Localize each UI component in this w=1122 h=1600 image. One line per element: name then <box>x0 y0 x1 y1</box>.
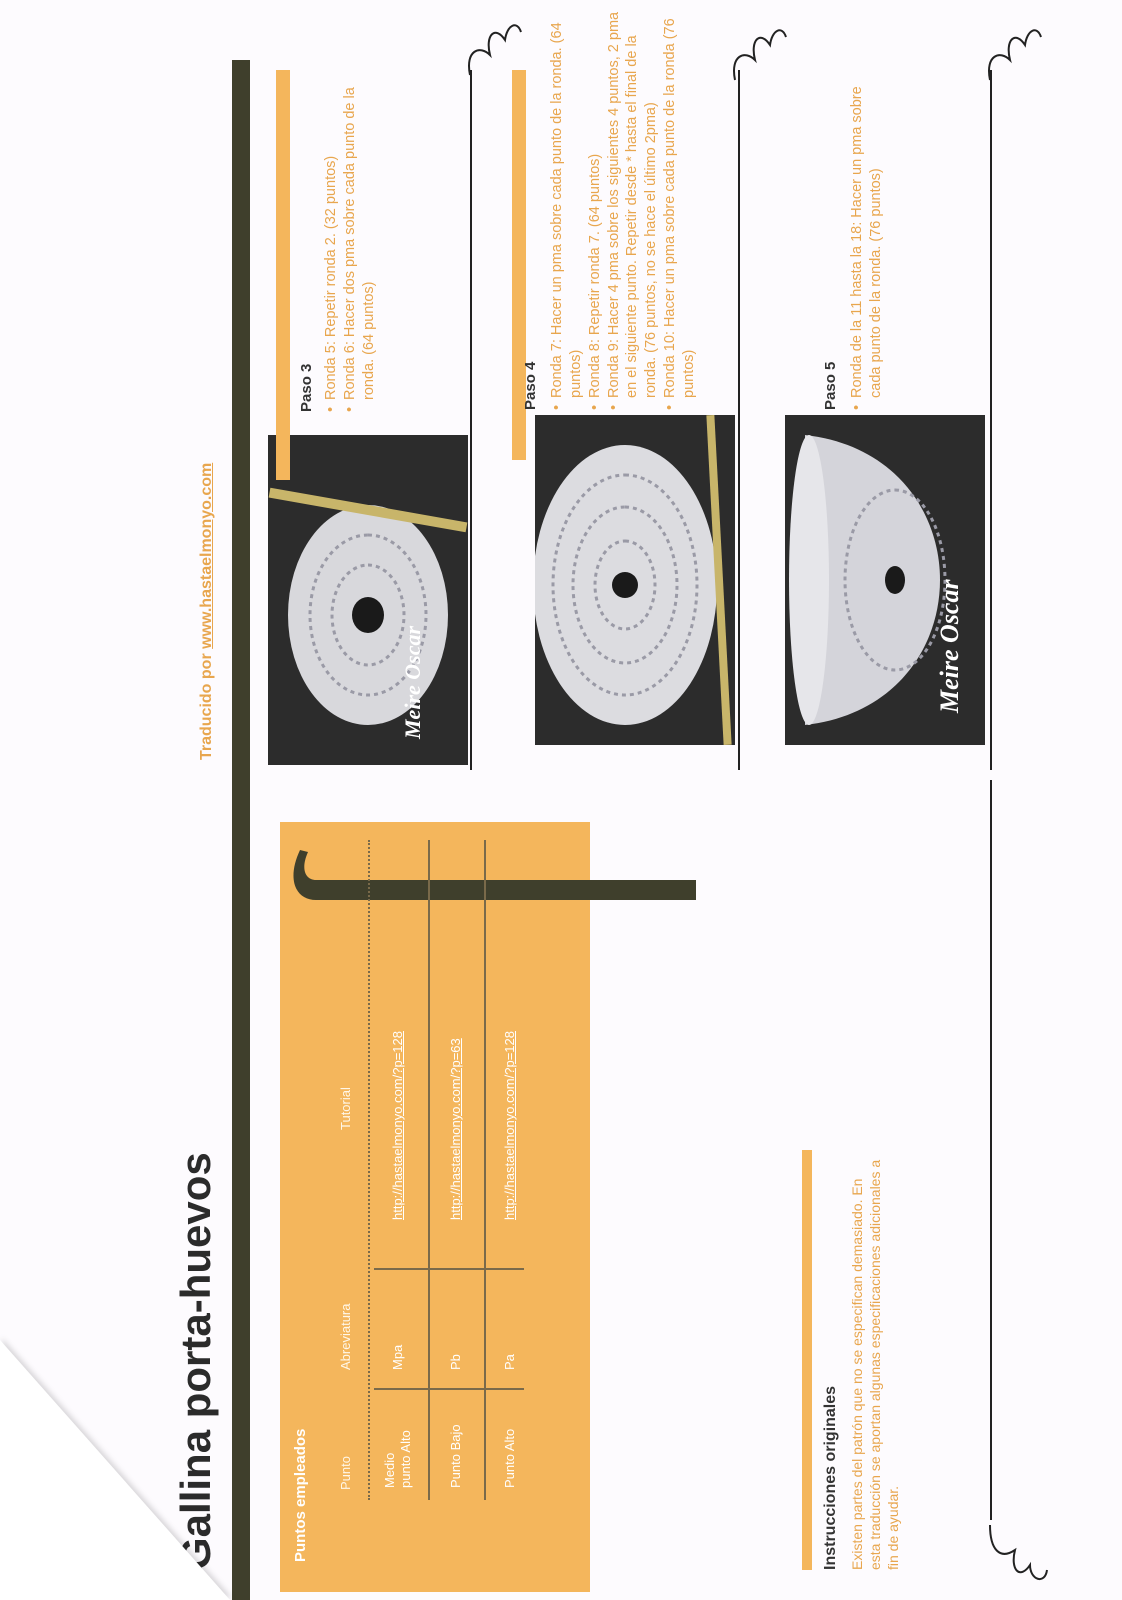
hand-drawn-squiggle-icon <box>720 15 790 85</box>
decorative-rule <box>470 70 472 770</box>
decorative-rule <box>738 70 740 770</box>
col-divider <box>374 1268 524 1270</box>
header-divider <box>368 840 370 1500</box>
stitches-panel <box>280 822 590 1592</box>
credit-prefix: Traducido por <box>198 653 215 760</box>
col-header-abreviatura: Abreviatura <box>338 1303 353 1370</box>
row1-punto <box>382 1430 413 1488</box>
step3-item: • Ronda 6: Hacer dos pma sobre cada punto de la ronda. (64 puntos) <box>341 52 379 412</box>
photo-watermark: Meire Oscar <box>935 579 964 713</box>
row2-abbr: Pb <box>448 1354 463 1370</box>
step5-list <box>848 70 886 410</box>
crochet-disc-medium-image <box>535 415 735 745</box>
row1-punto-line1: Medio <box>382 1452 397 1488</box>
col-divider <box>374 1388 524 1390</box>
row2-punto: Punto Bajo <box>448 1424 463 1488</box>
row-divider <box>428 840 430 1500</box>
row-divider <box>484 840 486 1500</box>
row3-abbr: Pa <box>502 1354 517 1370</box>
hand-drawn-squiggle-icon <box>975 15 1045 85</box>
step3-title: Paso 3 <box>298 363 315 412</box>
crochet-disc-small-image <box>268 435 468 765</box>
col-header-punto: Punto <box>338 1456 353 1490</box>
decorative-rule <box>990 780 992 1520</box>
col-header-tutorial: Tutorial <box>338 1087 353 1130</box>
page-title: Gallina porta-huevos <box>172 1152 219 1570</box>
original-instructions-text: Existen partes del patrón que no se especifican demasiado. En esta traducción se aportan algunas especificaciones adicionales a fin de ayudar. <box>849 1159 902 1570</box>
step3-photo <box>268 435 468 765</box>
title-underline-bar <box>232 60 250 1600</box>
row3-tutorial-link[interactable]: http://hastaelmonyo.com/?p=128 <box>502 1031 517 1220</box>
row1-tutorial-link[interactable]: http://hastaelmonyo.com/?p=128 <box>390 1031 405 1220</box>
step4-photo <box>535 415 735 745</box>
translation-credit <box>198 463 216 760</box>
stitches-heading: Puntos empleados <box>292 1428 309 1562</box>
step4-item: • Ronda 7: Hacer un pma sobre cada punto de la ronda. (64 puntos) <box>548 10 586 410</box>
crochet-hook-icon <box>286 760 706 920</box>
folded-corner <box>0 1340 230 1600</box>
original-instructions-bar <box>802 1150 812 1570</box>
photo-watermark: Meire Oscar <box>400 625 425 739</box>
step4-item: • Ronda 9: Hacer 4 pma sobre los siguientes 4 puntos, 2 pma en el siguiente punto. Repetir desde * hasta el final de la ronda. (76 puntos, no se hace el último 2pma) <box>605 10 662 410</box>
step4-item: • Ronda 10: Hacer un pma sobre cada punto de la ronda (76 puntos) <box>661 10 699 410</box>
step3-item: • Ronda 5: Repetir ronda 2. (32 puntos) <box>322 52 341 412</box>
row3-punto: Punto Alto <box>502 1428 517 1488</box>
row2-tutorial-link[interactable]: http://hastaelmonyo.com/?p=63 <box>448 1038 463 1220</box>
decorative-rule <box>990 70 992 770</box>
step4-list <box>548 10 699 410</box>
row1-punto-line2: punto Alto <box>397 1430 413 1488</box>
hand-drawn-squiggle-icon <box>985 1520 1055 1590</box>
step3-accent-bar <box>276 70 290 480</box>
credit-link[interactable]: www.hastaelmonyo.com <box>198 462 215 649</box>
row1-abbr: Mpa <box>390 1344 405 1370</box>
step4-title: Paso 4 <box>522 361 539 410</box>
step4-item: • Ronda 8: Repetir ronda 7. (64 puntos) <box>586 10 605 410</box>
step5-item: • Ronda de la 11 hasta la 18: Hacer un pma sobre cada punto de la ronda. (76 puntos) <box>848 70 886 410</box>
step5-photo <box>785 415 985 745</box>
step3-list <box>322 52 379 412</box>
step5-title: Paso 5 <box>822 361 839 410</box>
original-instructions-title: Instrucciones originales <box>822 1385 839 1570</box>
